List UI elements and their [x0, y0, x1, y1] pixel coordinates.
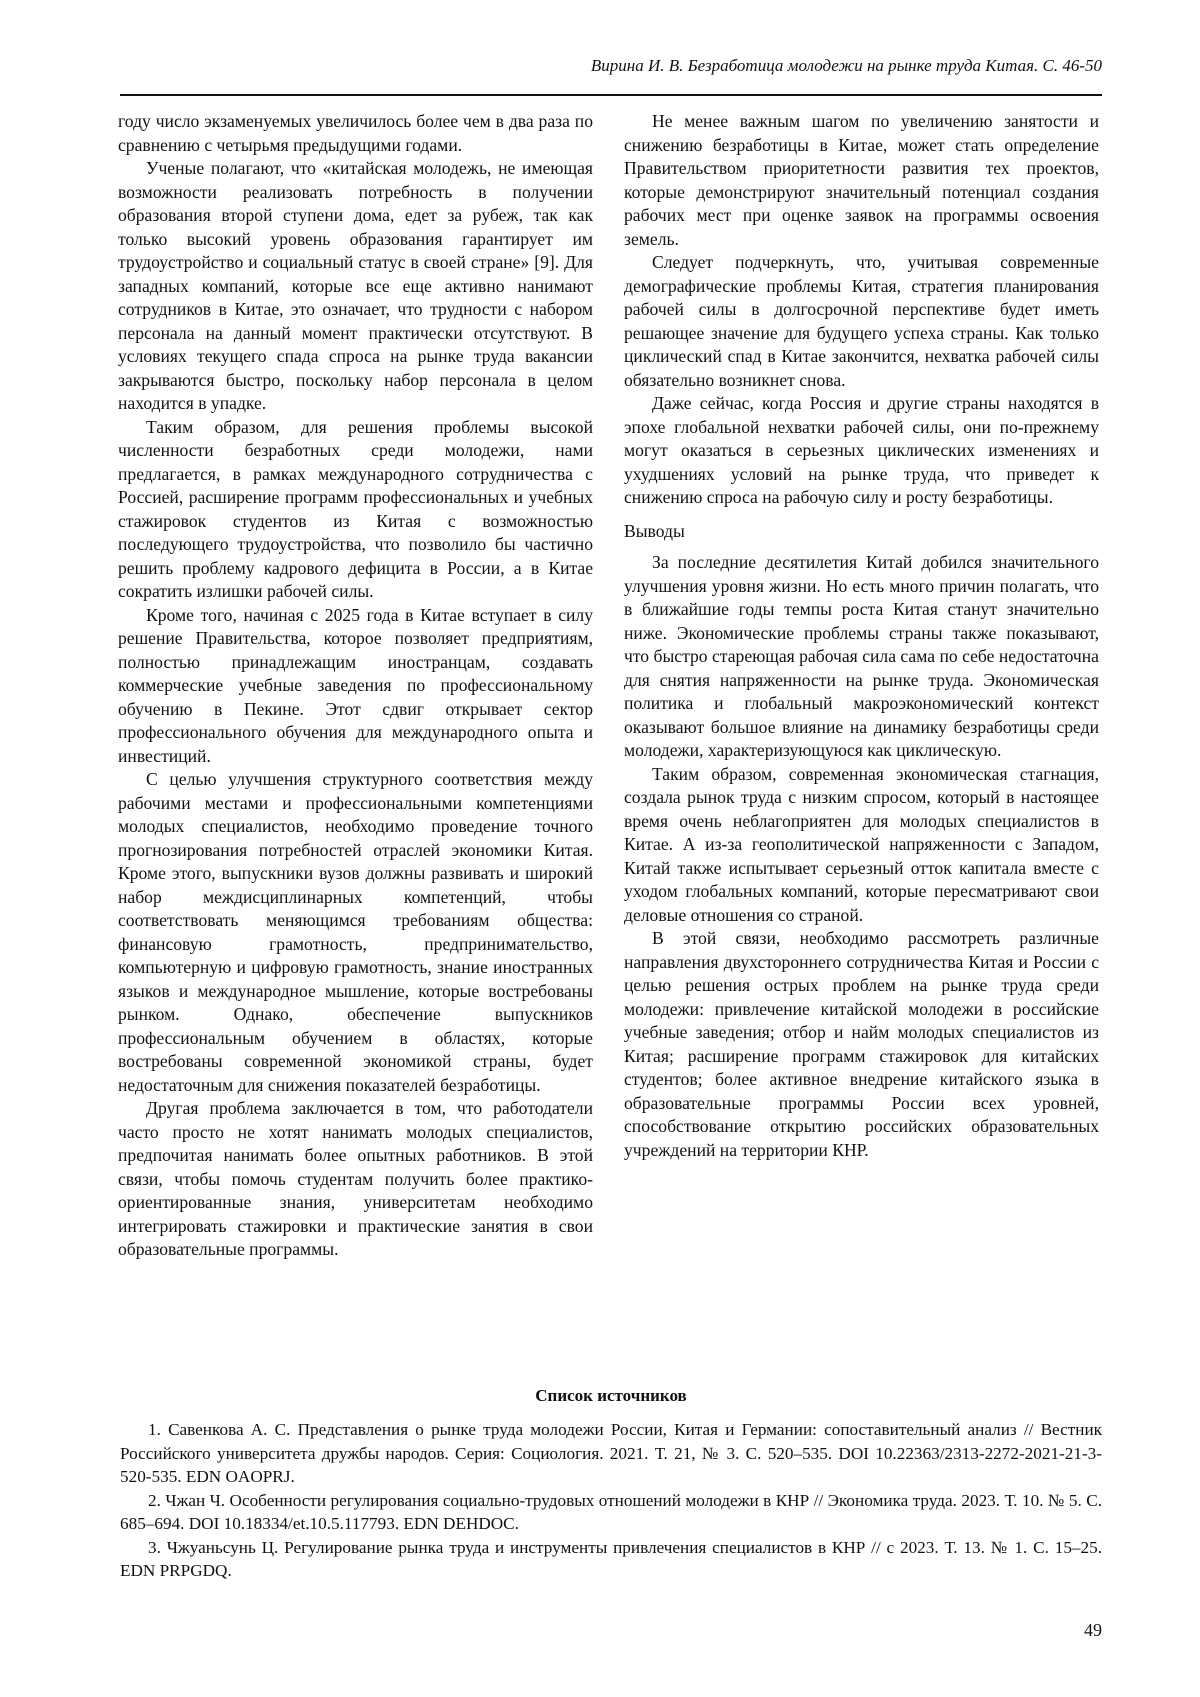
right-column	[624, 110, 1099, 1162]
references-title: Список источников	[535, 1386, 687, 1405]
body-paragraph: Кроме того, начиная с 2025 года в Китае вступает в силу решение Правительства, которое позволяет предприятиям, полностью принадлежащим иностранцам, создавать коммерческие учебные заведения по профессиональному обучению в Пекине. Этот сдвиг открывает сектор профессионального обучения для международного опыта и инвестиций.	[118, 604, 593, 766]
conclusion-paragraph: За последние десятилетия Китай добился значительного улучшения уровня жизни. Но есть много причин полагать, что в ближайшие годы темпы роста Китая станут значительно ниже. Экономические проблемы страны также показывают, что быстро стареющая рабочая сила сама по себе недостаточна для снятия напряженности на рынке труда. Экономическая политика и глобальный макроэкономический контекст оказывают большое влияние на динамику безработицы среди молодежи, характеризующуюся как циклическую.	[624, 552, 1099, 760]
reference-item: 2. Чжан Ч. Особенности регулирования социально-трудовых отношений молодежи в КНР // Экономика труда. 2023. Т. 10. № 5. С. 685–694. DOI 10.18334/et.10.5.117793. EDN DEHDOC.	[120, 1490, 1102, 1533]
conclusion-paragraph: Таким образом, современная экономическая стагнация, создала рынок труда с низким спросом, который в настоящее время очень неблагоприятен для молодых специалистов в Китае. А из-за геополитической напряженности с Западом, Китай также испытывает серьезный отток капитала вместе с уходом глобальных компаний, которые пересматривают свои деловые отношения со страной.	[624, 763, 1099, 925]
conclusions-heading: Выводы	[624, 520, 685, 541]
references-list	[120, 1418, 1102, 1583]
body-paragraph: Таким образом, для решения проблемы высокой численности безработных среди молодежи, нами предлагается, в рамках международного сотрудничества с Россией, расширение программ профессиональных и учебных стажировок студентов из Китая с возможностью последующего трудоустройства, что позволило бы частично решить проблему кадрового дефицита в России, а в Китае сократить излишки рабочей силы.	[118, 416, 593, 601]
body-paragraph: С целью улучшения структурного соответствия между рабочими местами и профессиональными компетенциями молодых специалистов, необходимо проведение точного прогнозирования потребностей отраслей экономики Китая. Кроме этого, выпускники вузов должны развивать и широкий набор междисциплинарных компетенций, чтобы соответствовать меняющимся требованиям общества: финансовую грамотность, предпринимательство, компьютерную и цифровую грамотность, знание иностранных языков и международное мышление, которые востребованы рынком. Однако, обеспечение выпускников профессиональным обучением в областях, которые востребованы современной экономикой страны, будет недостаточным для снижения показателей безработицы.	[118, 769, 593, 1095]
header-rule	[120, 94, 1102, 96]
body-paragraph: году число экзаменуемых увеличилось более чем в два раза по сравнению с четырьмя предыдущими годами.	[118, 111, 593, 155]
body-paragraph: Даже сейчас, когда Россия и другие страны находятся в эпохе глобальной нехватки рабочей силы, они по-прежнему могут оказаться в серьезных циклических изменениях и ухудшениях условий на рынке труда, что приведет к снижению спроса на рабочую силу и росту безработицы.	[624, 393, 1099, 507]
body-paragraph: Другая проблема заключается в том, что работодатели часто просто не хотят нанимать молодых специалистов, предпочитая нанимать более опытных работников. В этой связи, чтобы помочь студентам получить более практико-ориентированные знания, университетам необходимо интегрировать стажировки и практические занятия в свои образовательные программы.	[118, 1098, 593, 1259]
body-paragraph: Ученые полагают, что «китайская молодежь, не имеющая возможности реализовать потребность в получении образования второй ступени дома, едет за рубеж, так как только высокий уровень образования гарантирует им трудоустройство и социальный статус в своей стране» [9]. Для западных компаний, которые все еще активно нанимают сотрудников в Китае, это означает, что трудности с набором персонала на данный момент практически отсутствуют. В условиях текущего спада спроса на рынке труда вакансии закрываются быстро, поскольку набор персонала в целом находится в упадке.	[118, 158, 593, 413]
left-column	[118, 110, 593, 1262]
running-head: Вирина И. В. Безработица молодежи на рынке труда Китая. С. 46-50	[590, 56, 1102, 75]
reference-item: 3. Чжуаньсунь Ц. Регулирование рынка труда и инструменты привлечения специалистов в КНР // с 2023. Т. 13. № 1. С. 15–25. EDN PRPGDQ.	[120, 1537, 1102, 1580]
body-paragraph: Следует подчеркнуть, что, учитывая современные демографические проблемы Китая, стратегия планирования рабочей силы в долгосрочной перспективе будет иметь решающее значение для будущего успеха страны. Как только циклический спад в Китае закончится, нехватка рабочей силы обязательно возникнет снова.	[624, 252, 1099, 390]
page-number: 49	[1084, 1620, 1102, 1640]
body-paragraph: Не менее важным шагом по увеличению занятости и снижению безработицы в Китае, может стать определение Правительством приоритетности развития тех проектов, которые демонстрируют значительный потенциал создания рабочих мест при оценке заявок на программы освоения земель.	[624, 111, 1099, 249]
conclusion-paragraph: В этой связи, необходимо рассмотреть различные направления двухстороннего сотрудничества Китая и России с целью решения острых проблем на рынке труда среди молодежи: привлечение китайской молодежи в российские учебные заведения; отбор и найм молодых специалистов из Китая; расширение программ стажировок для китайских студентов; более активное внедрение китайского языка в образовательные программы России всех уровней, способствование открытию российских образовательных учреждений на территории КНР.	[624, 928, 1099, 1160]
reference-item: 1. Савенкова А. С. Представления о рынке труда молодежи России, Китая и Германии: сопоставительный анализ // Вестник Российского университета дружбы народов. Серия: Социология. 2021. Т. 21, № 3. С. 520–535. DOI 10.22363/2313-2272-2021-21-3-520-535. EDN OAOPRJ.	[120, 1420, 1102, 1486]
